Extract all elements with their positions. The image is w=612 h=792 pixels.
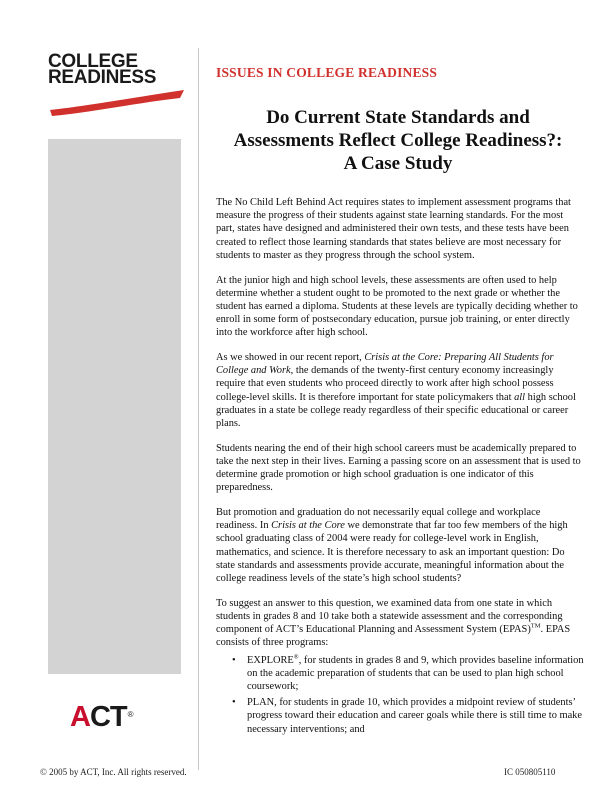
page-title: Do Current State Standards and Assessments Reflect College Readiness?: A Case Study [233, 107, 563, 174]
sidebar-gray-panel [48, 139, 181, 674]
act-logo: ACT® [70, 701, 133, 733]
article-body [216, 196, 584, 739]
paragraph: The No Child Left Behind Act requires states to implement assessment programs that measure the progress of their students against state learning standards. For the most part, states have designed and administered their own tests, and these tests have been created to reflect those learning standards that states believe are most necessary for students to master as they progress through the school system. [216, 197, 571, 261]
college-readiness-logo [48, 51, 188, 88]
logo-line-college: COLLEGE [48, 51, 138, 72]
paragraph: As we showed in our recent report, Crisis at the Core: Preparing All Students for College and Work, the demands of the twenty-first century economy increasingly require that even students who proceed directly to work after high school possess college-level skills. It is therefore important for state policymakers that all high school graduates in a state be college ready regardless of their specific educational or career plans. [216, 352, 576, 430]
paragraph: At the junior high and high school levels, these assessments are often used to help determine whether a student ought to be promoted to the next grade or whether the student has earned a diploma. Students at these levels are typically deciding whether to enroll in some form of postsecondary education, pursue job training, or enter directly into the workforce after high school. [216, 274, 578, 339]
paragraph: To suggest an answer to this question, we examined data from one state in which students in grades 8 and 10 take both a statewide assessment and the corresponding component of ACT’s Educational Planning and Assessment System (EPAS)™. EPAS consists of three programs: [216, 597, 571, 649]
document-code: IC 050805110 [504, 767, 556, 777]
series-title: ISSUES IN COLLEGE READINESS [216, 65, 438, 80]
paragraph: But promotion and graduation do not necessarily equal college and workplace readiness. In Crisis at the Core we demonstrate that far too few members of the high school graduating class of 2004 were ready for college-level work in English, mathematics, and science. It is therefore necessary to ask an important question: Do state standards and assessments provide accurate, meaningful information about the college readiness levels of the state’s high school students? [216, 507, 568, 585]
list-item: • EXPLORE®, for students in grades 8 and 9, which provides baseline information on the academic preparation of students that can be used to plan high school coursework; [247, 654, 584, 694]
vertical-divider [198, 48, 199, 770]
list-item: • PLAN, for students in grade 10, which provides a midpoint review of students’ progress toward their education and career goals while there is still time to make necessary interventions; and [247, 696, 584, 736]
copyright-footer: © 2005 by ACT, Inc. All rights reserved. [40, 767, 187, 777]
program-list [216, 654, 584, 736]
paragraph: Students nearing the end of their high school careers must be academically prepared to take the next step in their lives. Earning a passing score on an assessment that is used to determine grade promotion or high school graduation is one indicator of this preparedness. [216, 442, 581, 494]
red-swoosh-graphic [48, 88, 186, 118]
logo-line-readiness: READINESS [48, 67, 157, 88]
report-title: Crisis at the Core: Preparing All Students for College and Work [216, 352, 554, 377]
